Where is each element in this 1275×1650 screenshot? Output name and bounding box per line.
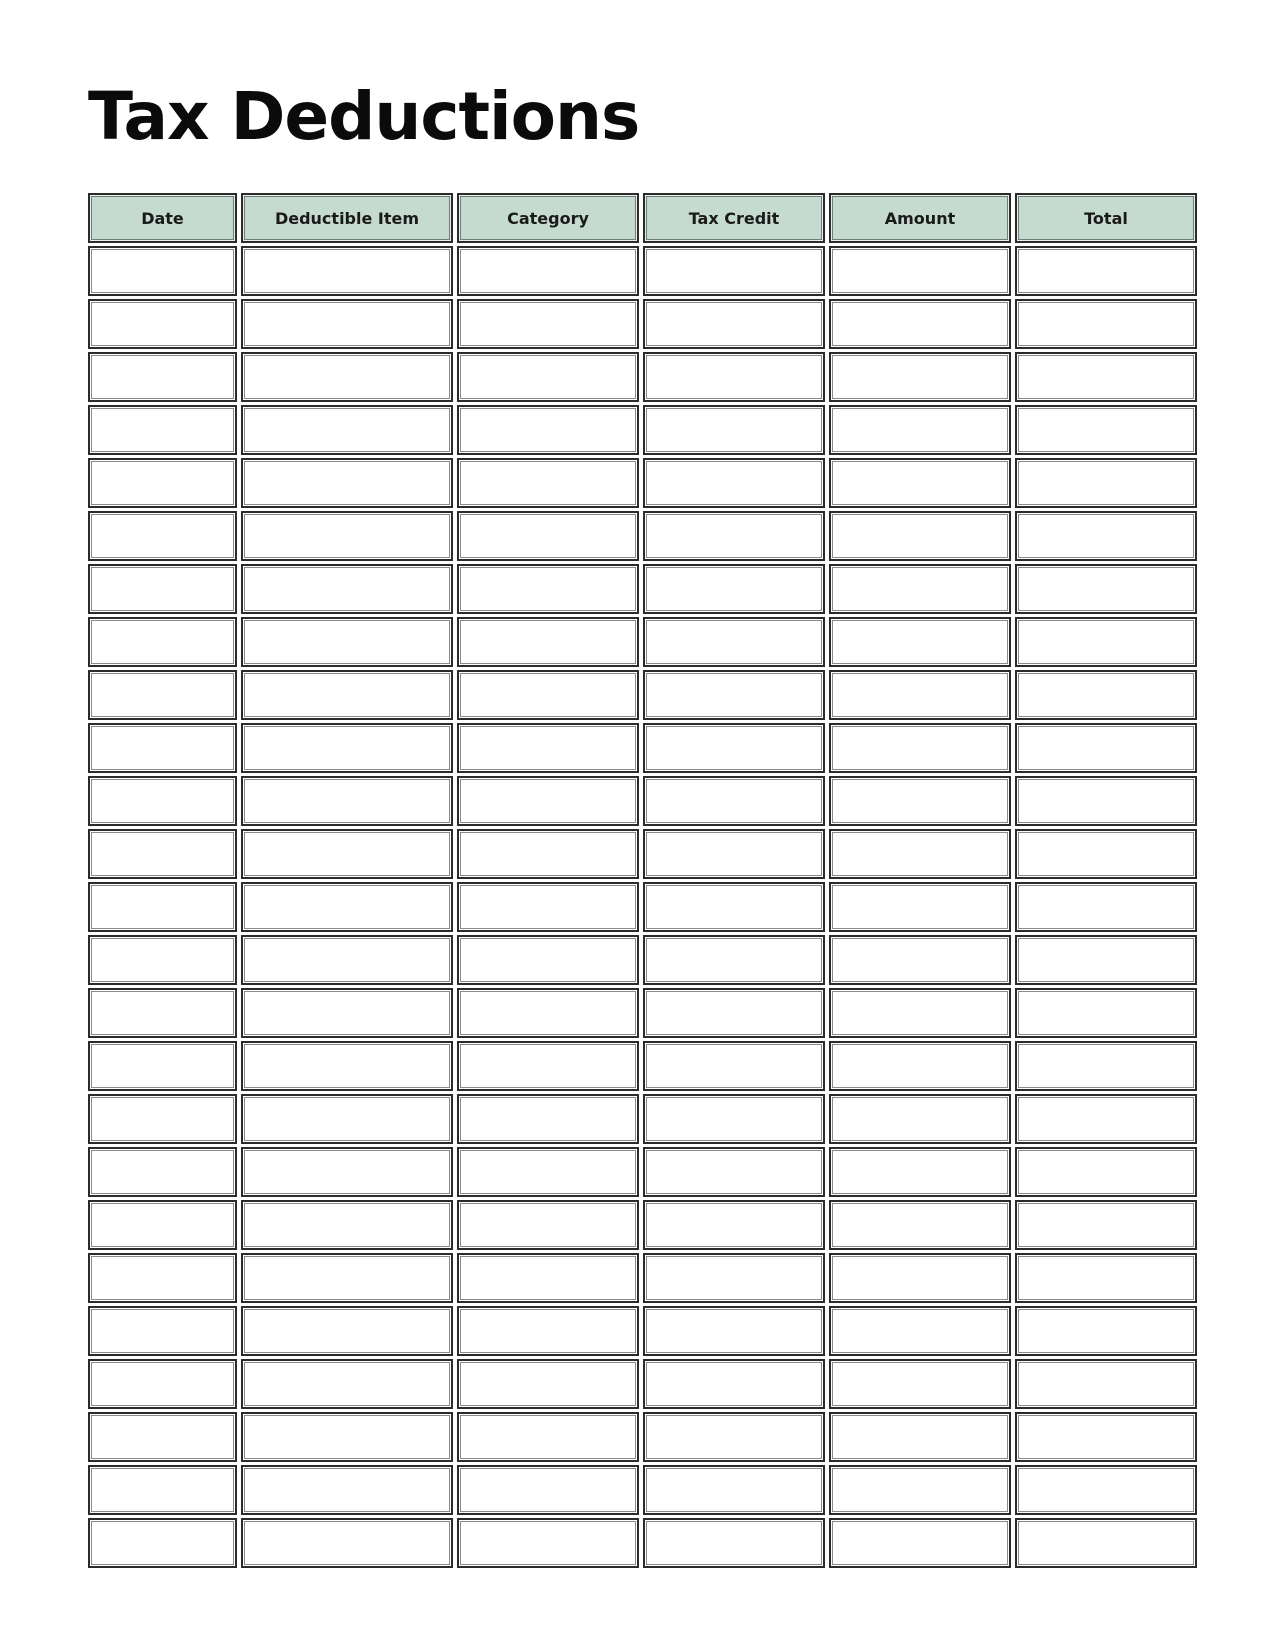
table-cell-category[interactable] xyxy=(457,1306,639,1356)
table-cell-total[interactable] xyxy=(1015,935,1197,985)
table-cell-category[interactable] xyxy=(457,564,639,614)
table-cell-amount[interactable] xyxy=(829,1412,1011,1462)
table-cell-deductible-item[interactable] xyxy=(241,882,453,932)
table-cell-deductible-item[interactable] xyxy=(241,1359,453,1409)
table-cell-total[interactable] xyxy=(1015,1306,1197,1356)
table-cell-amount[interactable] xyxy=(829,564,1011,614)
table-cell-date[interactable] xyxy=(88,564,237,614)
table-cell-category[interactable] xyxy=(457,1094,639,1144)
table-cell-tax-credit[interactable] xyxy=(643,246,825,296)
table-cell-tax-credit[interactable] xyxy=(643,405,825,455)
table-cell-tax-credit[interactable] xyxy=(643,458,825,508)
table-cell-category[interactable] xyxy=(457,1359,639,1409)
table-cell-deductible-item[interactable] xyxy=(241,1518,453,1568)
table-cell-category[interactable] xyxy=(457,299,639,349)
table-cell-amount[interactable] xyxy=(829,1253,1011,1303)
table-cell-total[interactable] xyxy=(1015,1518,1197,1568)
table-cell-category[interactable] xyxy=(457,829,639,879)
table-cell-date[interactable] xyxy=(88,617,237,667)
table-cell-category[interactable] xyxy=(457,776,639,826)
table-cell-amount[interactable] xyxy=(829,1200,1011,1250)
table-cell-amount[interactable] xyxy=(829,246,1011,296)
table-cell-deductible-item[interactable] xyxy=(241,299,453,349)
table-cell-total[interactable] xyxy=(1015,1253,1197,1303)
table-cell-deductible-item[interactable] xyxy=(241,1253,453,1303)
table-cell-total[interactable] xyxy=(1015,299,1197,349)
table-cell-deductible-item[interactable] xyxy=(241,935,453,985)
table-cell-category[interactable] xyxy=(457,1465,639,1515)
table-cell-category[interactable] xyxy=(457,988,639,1038)
table-cell-date[interactable] xyxy=(88,723,237,773)
table-cell-category[interactable] xyxy=(457,935,639,985)
table-cell-date[interactable] xyxy=(88,1306,237,1356)
table-cell-total[interactable] xyxy=(1015,511,1197,561)
table-cell-total[interactable] xyxy=(1015,1147,1197,1197)
table-cell-total[interactable] xyxy=(1015,1465,1197,1515)
table-cell-amount[interactable] xyxy=(829,1465,1011,1515)
table-cell-category[interactable] xyxy=(457,723,639,773)
table-cell-tax-credit[interactable] xyxy=(643,1412,825,1462)
page-title: Tax Deductions xyxy=(88,78,640,155)
header-tax-credit: Tax Credit xyxy=(643,193,825,243)
table-cell-deductible-item[interactable] xyxy=(241,1094,453,1144)
table-cell-amount[interactable] xyxy=(829,829,1011,879)
table-cell-category[interactable] xyxy=(457,1253,639,1303)
table-cell-deductible-item[interactable] xyxy=(241,988,453,1038)
table-cell-deductible-item[interactable] xyxy=(241,829,453,879)
table-cell-deductible-item[interactable] xyxy=(241,1306,453,1356)
table-cell-tax-credit[interactable] xyxy=(643,1253,825,1303)
table-cell-tax-credit[interactable] xyxy=(643,670,825,720)
table-cell-category[interactable] xyxy=(457,1147,639,1197)
header-category: Category xyxy=(457,193,639,243)
table-cell-amount[interactable] xyxy=(829,723,1011,773)
table-cell-deductible-item[interactable] xyxy=(241,670,453,720)
table-cell-tax-credit[interactable] xyxy=(643,1465,825,1515)
table-cell-deductible-item[interactable] xyxy=(241,352,453,402)
table-cell-total[interactable] xyxy=(1015,670,1197,720)
table-cell-date[interactable] xyxy=(88,776,237,826)
table-cell-category[interactable] xyxy=(457,1412,639,1462)
table-cell-date[interactable] xyxy=(88,935,237,985)
table-cell-amount[interactable] xyxy=(829,511,1011,561)
table-cell-category[interactable] xyxy=(457,617,639,667)
table-cell-deductible-item[interactable] xyxy=(241,246,453,296)
table-cell-amount[interactable] xyxy=(829,352,1011,402)
table-cell-tax-credit[interactable] xyxy=(643,352,825,402)
table-cell-category[interactable] xyxy=(457,405,639,455)
table-cell-total[interactable] xyxy=(1015,1359,1197,1409)
table-cell-date[interactable] xyxy=(88,1147,237,1197)
table-cell-tax-credit[interactable] xyxy=(643,1359,825,1409)
table-cell-amount[interactable] xyxy=(829,458,1011,508)
table-cell-total[interactable] xyxy=(1015,1094,1197,1144)
table-cell-amount[interactable] xyxy=(829,405,1011,455)
table-cell-tax-credit[interactable] xyxy=(643,988,825,1038)
table-cell-tax-credit[interactable] xyxy=(643,935,825,985)
table-cell-tax-credit[interactable] xyxy=(643,829,825,879)
table-cell-date[interactable] xyxy=(88,1518,237,1568)
table-cell-date[interactable] xyxy=(88,1465,237,1515)
table-cell-tax-credit[interactable] xyxy=(643,1094,825,1144)
table-cell-date[interactable] xyxy=(88,1412,237,1462)
table-cell-tax-credit[interactable] xyxy=(643,1041,825,1091)
table-cell-total[interactable] xyxy=(1015,1041,1197,1091)
table-cell-total[interactable] xyxy=(1015,246,1197,296)
table-cell-deductible-item[interactable] xyxy=(241,723,453,773)
table-cell-amount[interactable] xyxy=(829,1306,1011,1356)
table-cell-deductible-item[interactable] xyxy=(241,776,453,826)
table-cell-deductible-item[interactable] xyxy=(241,564,453,614)
table-cell-date[interactable] xyxy=(88,829,237,879)
table-cell-total[interactable] xyxy=(1015,829,1197,879)
table-cell-date[interactable] xyxy=(88,670,237,720)
table-cell-amount[interactable] xyxy=(829,776,1011,826)
table-cell-date[interactable] xyxy=(88,405,237,455)
table-cell-date[interactable] xyxy=(88,1200,237,1250)
table-cell-amount[interactable] xyxy=(829,670,1011,720)
table-cell-total[interactable] xyxy=(1015,1412,1197,1462)
table-cell-total[interactable] xyxy=(1015,882,1197,932)
table-cell-date[interactable] xyxy=(88,988,237,1038)
deductions-table xyxy=(88,193,1197,1568)
table-cell-tax-credit[interactable] xyxy=(643,723,825,773)
table-cell-deductible-item[interactable] xyxy=(241,1041,453,1091)
table-cell-deductible-item[interactable] xyxy=(241,511,453,561)
table-cell-date[interactable] xyxy=(88,1359,237,1409)
table-cell-deductible-item[interactable] xyxy=(241,1465,453,1515)
table-cell-category[interactable] xyxy=(457,246,639,296)
table-cell-total[interactable] xyxy=(1015,723,1197,773)
header-total: Total xyxy=(1015,193,1197,243)
table-cell-deductible-item[interactable] xyxy=(241,1147,453,1197)
table-cell-total[interactable] xyxy=(1015,617,1197,667)
header-amount: Amount xyxy=(829,193,1011,243)
table-cell-tax-credit[interactable] xyxy=(643,1200,825,1250)
table-cell-amount[interactable] xyxy=(829,935,1011,985)
table-cell-date[interactable] xyxy=(88,1094,237,1144)
table-cell-amount[interactable] xyxy=(829,882,1011,932)
table-cell-tax-credit[interactable] xyxy=(643,1306,825,1356)
table-cell-tax-credit[interactable] xyxy=(643,564,825,614)
table-cell-total[interactable] xyxy=(1015,405,1197,455)
table-cell-tax-credit[interactable] xyxy=(643,511,825,561)
table-cell-category[interactable] xyxy=(457,1518,639,1568)
table-cell-amount[interactable] xyxy=(829,1518,1011,1568)
table-cell-tax-credit[interactable] xyxy=(643,299,825,349)
table-cell-category[interactable] xyxy=(457,458,639,508)
table-cell-tax-credit[interactable] xyxy=(643,1147,825,1197)
table-cell-category[interactable] xyxy=(457,882,639,932)
table-cell-date[interactable] xyxy=(88,882,237,932)
table-cell-date[interactable] xyxy=(88,511,237,561)
table-cell-deductible-item[interactable] xyxy=(241,617,453,667)
table-cell-total[interactable] xyxy=(1015,458,1197,508)
table-cell-deductible-item[interactable] xyxy=(241,405,453,455)
table-cell-deductible-item[interactable] xyxy=(241,1200,453,1250)
table-cell-category[interactable] xyxy=(457,670,639,720)
table-cell-category[interactable] xyxy=(457,1041,639,1091)
table-cell-amount[interactable] xyxy=(829,1359,1011,1409)
table-cell-date[interactable] xyxy=(88,299,237,349)
table-cell-total[interactable] xyxy=(1015,776,1197,826)
header-date: Date xyxy=(88,193,237,243)
table-cell-amount[interactable] xyxy=(829,1147,1011,1197)
header-deductible-item: Deductible Item xyxy=(241,193,453,243)
table-cell-tax-credit[interactable] xyxy=(643,882,825,932)
table-cell-date[interactable] xyxy=(88,352,237,402)
table-cell-category[interactable] xyxy=(457,352,639,402)
table-cell-date[interactable] xyxy=(88,1041,237,1091)
table-cell-amount[interactable] xyxy=(829,988,1011,1038)
table-cell-category[interactable] xyxy=(457,511,639,561)
table-cell-total[interactable] xyxy=(1015,352,1197,402)
table-cell-amount[interactable] xyxy=(829,1094,1011,1144)
table-cell-amount[interactable] xyxy=(829,617,1011,667)
table-cell-deductible-item[interactable] xyxy=(241,1412,453,1462)
table-cell-deductible-item[interactable] xyxy=(241,458,453,508)
table-cell-total[interactable] xyxy=(1015,1200,1197,1250)
table-cell-tax-credit[interactable] xyxy=(643,1518,825,1568)
table-cell-total[interactable] xyxy=(1015,988,1197,1038)
table-cell-tax-credit[interactable] xyxy=(643,776,825,826)
table-cell-category[interactable] xyxy=(457,1200,639,1250)
table-cell-amount[interactable] xyxy=(829,299,1011,349)
table-cell-date[interactable] xyxy=(88,458,237,508)
table-cell-amount[interactable] xyxy=(829,1041,1011,1091)
table-cell-tax-credit[interactable] xyxy=(643,617,825,667)
table-cell-date[interactable] xyxy=(88,1253,237,1303)
table-cell-date[interactable] xyxy=(88,246,237,296)
table-cell-total[interactable] xyxy=(1015,564,1197,614)
